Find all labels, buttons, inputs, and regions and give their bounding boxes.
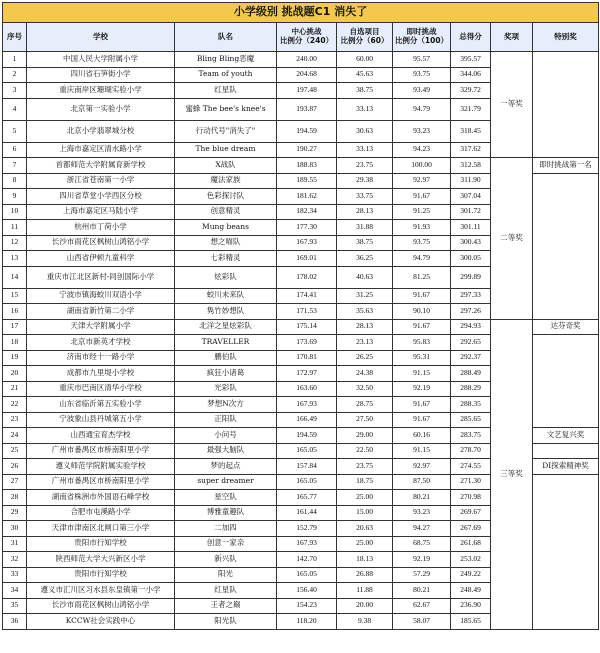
cell-optional: 26.88 (337, 567, 393, 583)
cell-center: 175.14 (277, 319, 337, 335)
cell-optional: 20.63 (337, 521, 393, 537)
cell-seq: 11 (3, 220, 27, 236)
cell-center: 169.01 (277, 251, 337, 267)
header-center: 中心挑战 比例分（240） (277, 23, 337, 52)
cell-total: 299.89 (451, 266, 491, 288)
cell-seq: 33 (3, 567, 27, 583)
cell-seq: 15 (3, 288, 27, 304)
cell-instant: 68.75 (393, 536, 451, 552)
cell-optional: 30.63 (337, 120, 393, 142)
page-title: 小学级别 挑战题C1 消失了 (3, 3, 599, 23)
cell-seq: 16 (3, 304, 27, 320)
cell-total: 185.65 (451, 614, 491, 630)
cell-team: The blue dream (175, 142, 277, 158)
cell-optional: 23.75 (337, 158, 393, 174)
cell-seq: 34 (3, 583, 27, 599)
cell-instant: 91.67 (393, 189, 451, 205)
cell-center: 154.23 (277, 598, 337, 614)
cell-school: 山西通宝育杰学校 (27, 428, 175, 444)
cell-instant: 91.67 (393, 288, 451, 304)
cell-school: 上海市嘉定区马陆小学 (27, 204, 175, 220)
cell-total: 285.65 (451, 412, 491, 428)
cell-optional: 27.50 (337, 412, 393, 428)
cell-school: 四川省石笋街小学 (27, 67, 175, 83)
cell-seq: 7 (3, 158, 27, 174)
cell-seq: 10 (3, 204, 27, 220)
cell-seq: 8 (3, 173, 27, 189)
cell-total: 395.57 (451, 52, 491, 68)
table-row (3, 158, 599, 174)
cell-instant: 93.49 (393, 83, 451, 99)
cell-school: 山西省伊顿九童科学 (27, 251, 175, 267)
cell-team: 七彩精灵 (175, 251, 277, 267)
cell-instant: 94.79 (393, 251, 451, 267)
cell-team: 想之喵队 (175, 235, 277, 251)
cell-school: 贵阳市行知学校 (27, 567, 175, 583)
cell-seq: 1 (3, 52, 27, 68)
cell-instant: 91.15 (393, 366, 451, 382)
cell-instant: 95.57 (393, 52, 451, 68)
cell-optional: 15.00 (337, 505, 393, 521)
cell-total: 288.49 (451, 366, 491, 382)
cell-school: 广州市番禺区市桥南阳里小学 (27, 443, 175, 459)
cell-center: 165.05 (277, 567, 337, 583)
cell-school: 遵义师范学院附属实验学校 (27, 459, 175, 475)
cell-center: 172.97 (277, 366, 337, 382)
cell-total: 274.55 (451, 459, 491, 475)
cell-special (533, 52, 599, 158)
cell-center: 171.53 (277, 304, 337, 320)
cell-total: 253.02 (451, 552, 491, 568)
cell-school: 首都师范大学附属育新学校 (27, 158, 175, 174)
cell-team: X战队 (175, 158, 277, 174)
cell-team: 行动代号"消失了" (175, 120, 277, 142)
cell-special: DI探索精神奖 (533, 459, 599, 475)
cell-seq: 5 (3, 120, 27, 142)
cell-center: 167.93 (277, 536, 337, 552)
cell-school: 重庆市巴南区清华小学校 (27, 381, 175, 397)
cell-team: Bling Bling恶魔 (175, 52, 277, 68)
cell-center: 170.81 (277, 350, 337, 366)
cell-optional: 9.38 (337, 614, 393, 630)
cell-instant: 95.83 (393, 335, 451, 351)
cell-instant: 92.19 (393, 552, 451, 568)
cell-team: 炫彩队 (175, 266, 277, 288)
cell-optional: 36.25 (337, 251, 393, 267)
header-team: 队名 (175, 23, 277, 52)
cell-seq: 12 (3, 235, 27, 251)
cell-total: 269.67 (451, 505, 491, 521)
cell-total: 318.45 (451, 120, 491, 142)
cell-center: 197.48 (277, 83, 337, 99)
cell-total: 301.11 (451, 220, 491, 236)
cell-school: 北京第一实验小学 (27, 98, 175, 120)
cell-total: 271.30 (451, 474, 491, 490)
cell-team: 阳光队 (175, 614, 277, 630)
cell-school: KCCW社会实践中心 (27, 614, 175, 630)
cell-optional: 11.88 (337, 583, 393, 599)
cell-optional: 25.00 (337, 536, 393, 552)
cell-seq: 21 (3, 381, 27, 397)
cell-total: 270.98 (451, 490, 491, 506)
cell-school: 遵义市汇川区习水县东皇镇第一小学 (27, 583, 175, 599)
cell-instant: 92.19 (393, 381, 451, 397)
cell-seq: 36 (3, 614, 27, 630)
cell-optional: 26.25 (337, 350, 393, 366)
header-total: 总得分 (451, 23, 491, 52)
cell-seq: 19 (3, 350, 27, 366)
cell-school: 广州市番禺区市桥南阳里小学 (27, 474, 175, 490)
cell-center: 165.05 (277, 443, 337, 459)
cell-team: 隽竹妙想队 (175, 304, 277, 320)
cell-team: 小问号 (175, 428, 277, 444)
cell-award: 一等奖 (491, 52, 533, 158)
cell-center: 173.69 (277, 335, 337, 351)
cell-team: 最强大脑队 (175, 443, 277, 459)
cell-school: 浙江省苍南第一小学 (27, 173, 175, 189)
cell-seq: 35 (3, 598, 27, 614)
cell-optional: 31.25 (337, 288, 393, 304)
cell-team: 创意精灵 (175, 204, 277, 220)
cell-award: 二等奖 (491, 158, 533, 320)
cell-school: 中国人民大学附属小学 (27, 52, 175, 68)
cell-award: 三等奖 (491, 319, 533, 629)
cell-total: 301.72 (451, 204, 491, 220)
cell-center: 152.79 (277, 521, 337, 537)
cell-school: 成都市九里堤小学校 (27, 366, 175, 382)
cell-center: 161.44 (277, 505, 337, 521)
cell-seq: 32 (3, 552, 27, 568)
cell-instant: 58.07 (393, 614, 451, 630)
cell-team: 二加四 (175, 521, 277, 537)
cell-center: 204.68 (277, 67, 337, 83)
cell-instant: 93.75 (393, 67, 451, 83)
cell-school: 山东省临沂第五实验小学 (27, 397, 175, 413)
cell-instant: 91.15 (393, 443, 451, 459)
cell-special: 文艺复兴奖 (533, 428, 599, 444)
cell-special (533, 443, 599, 459)
cell-optional: 23.75 (337, 459, 393, 475)
cell-team: 星空队 (175, 490, 277, 506)
cell-seq: 26 (3, 459, 27, 475)
cell-team: 魔法家族 (175, 173, 277, 189)
cell-center: 166.49 (277, 412, 337, 428)
cell-seq: 22 (3, 397, 27, 413)
cell-school: 湖南省株洲市外国语石峰学校 (27, 490, 175, 506)
cell-seq: 18 (3, 335, 27, 351)
cell-school: 杭州市丁荷小学 (27, 220, 175, 236)
cell-team: 正阳队 (175, 412, 277, 428)
cell-school: 长沙市雨花区枫树山鸿铭小学 (27, 235, 175, 251)
cell-optional: 60.00 (337, 52, 393, 68)
cell-school: 北京市新英才学校 (27, 335, 175, 351)
cell-optional: 38.75 (337, 83, 393, 99)
cell-instant: 92.97 (393, 173, 451, 189)
cell-optional: 38.75 (337, 235, 393, 251)
cell-team: 红星队 (175, 583, 277, 599)
cell-instant: 90.10 (393, 304, 451, 320)
results-sheet (2, 2, 598, 630)
cell-seq: 31 (3, 536, 27, 552)
cell-center: 118.20 (277, 614, 337, 630)
cell-seq: 4 (3, 98, 27, 120)
cell-seq: 28 (3, 490, 27, 506)
cell-team: 色彩探讨队 (175, 189, 277, 205)
cell-instant: 94.27 (393, 521, 451, 537)
cell-total: 236.90 (451, 598, 491, 614)
cell-optional: 33.13 (337, 142, 393, 158)
cell-instant: 62.67 (393, 598, 451, 614)
cell-school: 湖南省新竹第二小学 (27, 304, 175, 320)
cell-optional: 40.63 (337, 266, 393, 288)
cell-total: 312.58 (451, 158, 491, 174)
cell-center: 177.30 (277, 220, 337, 236)
cell-team: super dreamer (175, 474, 277, 490)
cell-seq: 20 (3, 366, 27, 382)
table-row (3, 52, 599, 68)
cell-optional: 35.63 (337, 304, 393, 320)
cell-total: 344.06 (451, 67, 491, 83)
cell-school: 上海市嘉定区清水路小学 (27, 142, 175, 158)
cell-team: 阳光 (175, 567, 277, 583)
cell-center: 178.02 (277, 266, 337, 288)
cell-instant: 87.50 (393, 474, 451, 490)
cell-center: 165.05 (277, 474, 337, 490)
cell-total: 283.75 (451, 428, 491, 444)
cell-optional: 22.50 (337, 443, 393, 459)
cell-school: 宁波象山县丹城第五小学 (27, 412, 175, 428)
cell-special: 达芬奇奖 (533, 319, 599, 335)
cell-optional: 33.13 (337, 98, 393, 120)
cell-instant: 93.23 (393, 505, 451, 521)
cell-optional: 32.50 (337, 381, 393, 397)
cell-school: 天津大学附属小学 (27, 319, 175, 335)
cell-total: 297.33 (451, 288, 491, 304)
cell-instant: 92.97 (393, 459, 451, 475)
cell-optional: 28.75 (337, 397, 393, 413)
cell-school: 北京小学翡翠城分校 (27, 120, 175, 142)
cell-team: 疯狂小诸葛 (175, 366, 277, 382)
cell-school: 合肥市屯溪路小学 (27, 505, 175, 521)
cell-school: 济南市经十一路小学 (27, 350, 175, 366)
cell-center: 167.93 (277, 397, 337, 413)
cell-team: 光彩队 (175, 381, 277, 397)
cell-seq: 3 (3, 83, 27, 99)
cell-total: 288.35 (451, 397, 491, 413)
cell-team: 红星队 (175, 83, 277, 99)
cell-optional: 29.38 (337, 173, 393, 189)
cell-seq: 2 (3, 67, 27, 83)
cell-optional: 18.13 (337, 552, 393, 568)
cell-total: 300.05 (451, 251, 491, 267)
cell-center: 142.70 (277, 552, 337, 568)
cell-center: 193.87 (277, 98, 337, 120)
cell-total: 248.49 (451, 583, 491, 599)
cell-team: 蛟川未来队 (175, 288, 277, 304)
cell-optional: 20.00 (337, 598, 393, 614)
cell-team: Team of youth (175, 67, 277, 83)
cell-instant: 95.31 (393, 350, 451, 366)
cell-seq: 23 (3, 412, 27, 428)
cell-optional: 31.88 (337, 220, 393, 236)
cell-center: 156.40 (277, 583, 337, 599)
cell-team: TRAVELLER (175, 335, 277, 351)
header-special: 特别奖 (533, 23, 599, 52)
cell-center: 190.27 (277, 142, 337, 158)
cell-center: 167.93 (277, 235, 337, 251)
cell-school: 重庆市江北区新村-同创国际小学 (27, 266, 175, 288)
cell-team: 王者之巅 (175, 598, 277, 614)
cell-school: 宁波市镇海蛟川双语小学 (27, 288, 175, 304)
cell-seq: 14 (3, 266, 27, 288)
cell-center: 194.59 (277, 428, 337, 444)
cell-optional: 45.63 (337, 67, 393, 83)
cell-instant: 57.29 (393, 567, 451, 583)
cell-instant: 91.67 (393, 319, 451, 335)
cell-center: 189.55 (277, 173, 337, 189)
header-award: 奖项 (491, 23, 533, 52)
cell-center: 157.84 (277, 459, 337, 475)
cell-instant: 80.21 (393, 583, 451, 599)
cell-center: 165.77 (277, 490, 337, 506)
cell-total: 311.90 (451, 173, 491, 189)
cell-total: 297.26 (451, 304, 491, 320)
cell-center: 240.00 (277, 52, 337, 68)
cell-total: 292.65 (451, 335, 491, 351)
header-school: 学校 (27, 23, 175, 52)
cell-seq: 9 (3, 189, 27, 205)
cell-optional: 28.13 (337, 204, 393, 220)
cell-center: 163.60 (277, 381, 337, 397)
cell-total: 307.04 (451, 189, 491, 205)
cell-instant: 94.23 (393, 142, 451, 158)
cell-instant: 94.79 (393, 98, 451, 120)
cell-seq: 17 (3, 319, 27, 335)
cell-instant: 60.16 (393, 428, 451, 444)
cell-seq: 30 (3, 521, 27, 537)
cell-team: 鹏伯队 (175, 350, 277, 366)
cell-total: 321.79 (451, 98, 491, 120)
cell-team: Mung beans (175, 220, 277, 236)
cell-center: 181.62 (277, 189, 337, 205)
cell-instant: 91.67 (393, 397, 451, 413)
cell-optional: 18.75 (337, 474, 393, 490)
cell-optional: 33.75 (337, 189, 393, 205)
cell-total: 278.70 (451, 443, 491, 459)
cell-seq: 29 (3, 505, 27, 521)
cell-optional: 29.00 (337, 428, 393, 444)
cell-team: 北洋之星炫彩队 (175, 319, 277, 335)
cell-center: 174.41 (277, 288, 337, 304)
cell-total: 261.68 (451, 536, 491, 552)
cell-team: 新兴队 (175, 552, 277, 568)
cell-total: 300.43 (451, 235, 491, 251)
cell-team: 梦想N次方 (175, 397, 277, 413)
cell-school: 天津市津南区北闸口第三小学 (27, 521, 175, 537)
cell-optional: 23.13 (337, 335, 393, 351)
cell-total: 267.69 (451, 521, 491, 537)
cell-seq: 24 (3, 428, 27, 444)
cell-optional: 25.00 (337, 490, 393, 506)
cell-instant: 100.00 (393, 158, 451, 174)
header-instant: 即时挑战 比例分（100） (393, 23, 451, 52)
cell-instant: 93.23 (393, 120, 451, 142)
cell-seq: 13 (3, 251, 27, 267)
cell-special (533, 335, 599, 428)
cell-special: 即时挑战第一名 (533, 158, 599, 174)
cell-optional: 24.38 (337, 366, 393, 382)
cell-instant: 91.67 (393, 412, 451, 428)
table-row (3, 319, 599, 335)
cell-instant: 91.93 (393, 220, 451, 236)
cell-instant: 81.25 (393, 266, 451, 288)
cell-seq: 25 (3, 443, 27, 459)
cell-school: 重庆南岸区珊瑚实验小学 (27, 83, 175, 99)
cell-instant: 91.25 (393, 204, 451, 220)
cell-school: 长沙市雨花区枫树山鸿铭小学 (27, 598, 175, 614)
cell-total: 329.72 (451, 83, 491, 99)
results-table (2, 2, 599, 630)
cell-total: 294.93 (451, 319, 491, 335)
cell-school: 陕西师范大学大兴新区小学 (27, 552, 175, 568)
cell-instant: 93.75 (393, 235, 451, 251)
cell-instant: 80.21 (393, 490, 451, 506)
header-optional: 自选项目 比例分（60） (337, 23, 393, 52)
cell-special (533, 173, 599, 319)
cell-total: 292.37 (451, 350, 491, 366)
cell-total: 317.62 (451, 142, 491, 158)
cell-team: 创意一家亲 (175, 536, 277, 552)
cell-team: 蜜蜂 The bee's knee's (175, 98, 277, 120)
cell-center: 182.34 (277, 204, 337, 220)
cell-team: 梦的起点 (175, 459, 277, 475)
cell-seq: 27 (3, 474, 27, 490)
header-seq: 序号 (3, 23, 27, 52)
cell-special (533, 474, 599, 629)
cell-center: 194.59 (277, 120, 337, 142)
cell-total: 288.29 (451, 381, 491, 397)
cell-center: 188.83 (277, 158, 337, 174)
cell-total: 249.22 (451, 567, 491, 583)
cell-seq: 6 (3, 142, 27, 158)
cell-optional: 28.13 (337, 319, 393, 335)
cell-school: 贵阳市行知学校 (27, 536, 175, 552)
cell-team: 博雅童趣队 (175, 505, 277, 521)
cell-school: 四川省草堂小学西区分校 (27, 189, 175, 205)
